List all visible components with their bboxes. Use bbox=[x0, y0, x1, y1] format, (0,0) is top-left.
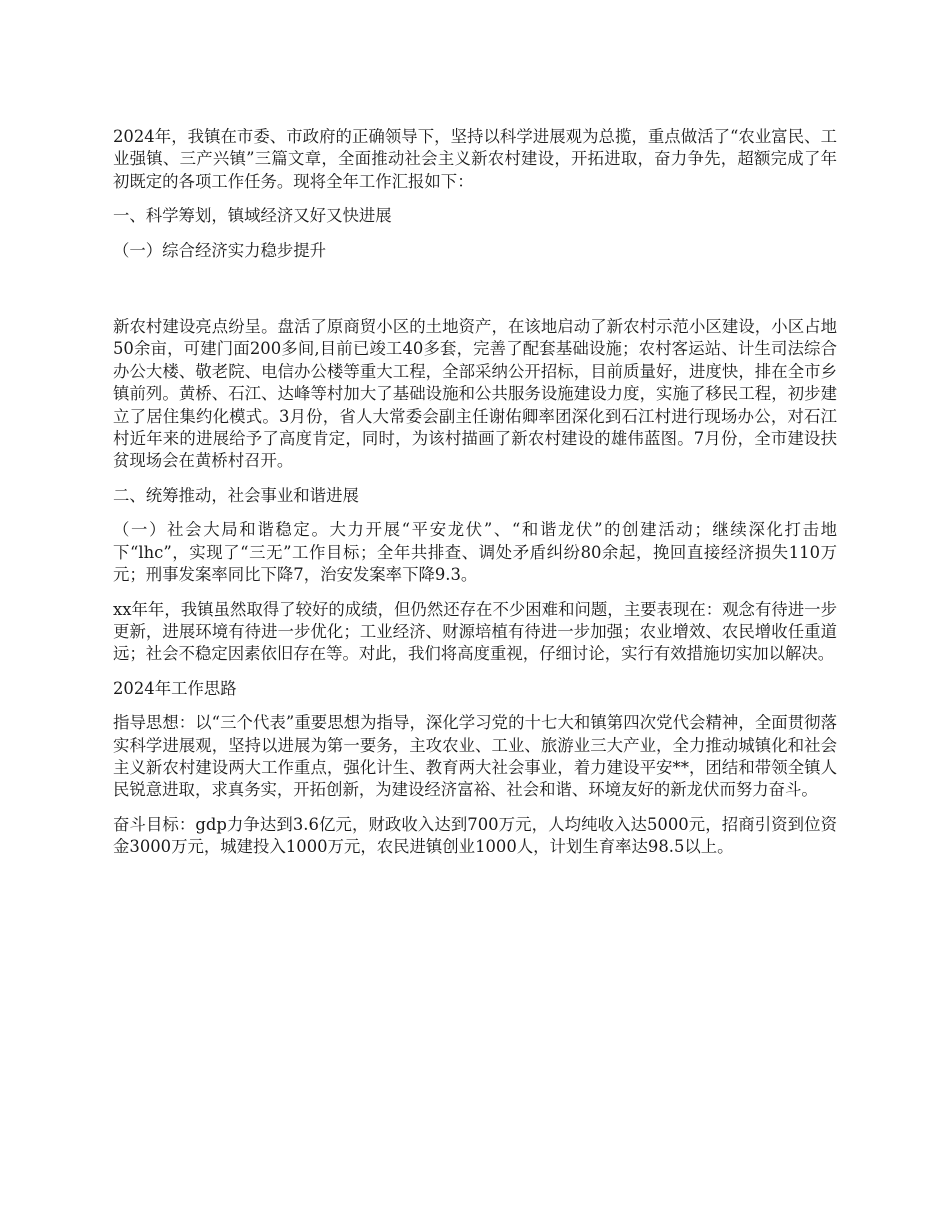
intro-paragraph: 2024年，我镇在市委、市政府的正确领导下，坚持以科学进展观为总揽，重点做活了“农业富民、工业强镇、三产兴镇”三篇文章，全面推动社会主义新农村建设，开拓进取，奋力争先，超额完成了年初既定的各项工作任务。现将全年工作汇报如下： bbox=[113, 127, 837, 191]
subsection-heading-1-1: （一）综合经济实力稳步提升 bbox=[113, 240, 327, 260]
section-heading-1: 一、科学筹划，镇域经济又好又快进展 bbox=[113, 206, 392, 226]
new-countryside-paragraph: 新农村建设亮点纷呈。盘活了原商贸小区的土地资产，在该地启动了新农村示范小区建设，小区占地50余亩，可建门面200多间,目前已竣工40多套，完善了配套基础设施；农村客运站、计生司法综合办公大楼、敬老院、电信办公楼等重大工程，全部采纳公开招标，目前质量好，进度快，排在全市乡镇前列。黄桥、石江、达峰等村加大了基础设施和公共服务设施建设力度，实施了移民工程，初步建立了居住集约化模式。3月份，省人大常委会副主任谢佑卿率团深化到石江村进行现场办公，对石江村近年来的进展给予了高度肯定，同时，为该村描画了新农村建设的雄伟蓝图。7月份，全市建设扶贫现场会在黄桥村召开。 bbox=[113, 317, 837, 471]
goals-paragraph: 奋斗目标：gdp力争达到3.6亿元，财政收入达到700万元，人均纯收入达5000元，招商引资到位资金3000万元，城建投入1000万元，农民进镇创业1000人，计划生育率达98.5以上。 bbox=[113, 814, 837, 857]
work-plan-heading: 2024年工作思路 bbox=[113, 678, 237, 698]
guiding-ideology-paragraph: 指导思想：以“三个代表”重要思想为指导，深化学习党的十七大和镇第四次党代会精神，全面贯彻落实科学进展观，坚持以进展为第一要务，主攻农业、工业、旅游业三大产业，全力推动城镇化和社会主义新农村建设两大工作重点，强化计生、教育两大社会事业，着力建设平安**，团结和带领全镇人民锐意进取，求真务实，开拓创新，为建设经济富裕、社会和谐、环境友好的新龙伏而努力奋斗。 bbox=[113, 713, 837, 800]
document-body bbox=[113, 126, 837, 871]
blank-gap bbox=[113, 274, 837, 316]
section-heading-2: 二、统筹推动，社会事业和谐进展 bbox=[113, 485, 359, 505]
social-stability-paragraph: （一）社会大局和谐稳定。大力开展“平安龙伏”、“和谐龙伏”的创建活动；继续深化打击地下“lhc”，实现了“三无”工作目标；全年共排查、调处矛盾纠纷80余起，挽回直接经济损失110万元；刑事发案率同比下降7，治安发案率下降9.3。 bbox=[113, 520, 837, 585]
problems-paragraph: xx年年，我镇虽然取得了较好的成绩，但仍然还存在不少困难和问题，主要表现在：观念有待进一步更新，进展环境有待进一步优化；工业经济、财源培植有待进一步加强；农业增效、农民增收任重道远；社会不稳定因素依旧存在等。对此，我们将高度重视，仔细讨论，实行有效措施切实加以解决。 bbox=[113, 599, 837, 664]
